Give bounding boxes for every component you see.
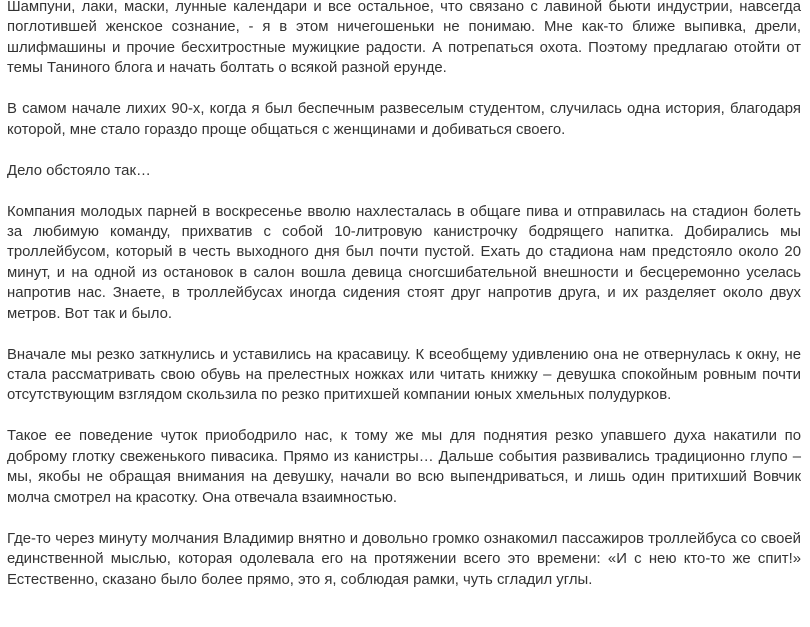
paragraph-story-start: В самом начале лихих 90-х, когда я был беспечным развеселым студентом, случилась одна история, благодаря которой, мне стало гораздо проще общаться с женщинами и добиваться своего. — [7, 101, 801, 138]
paragraph-behavior: Такое ее поведение чуток приободрило нас, к тому же мы для поднятия резко упавшего духа накатили по доброму глотку свеженького пивасика. Прямо из канистры… Дальше события развивались традиционно глупо – мы, якобы не обращая внимания на девушку, начали во всю выпендриваться, и лишь один притихший Вовчик молча смотрел на красотку. Она отвечала взаимностью. — [7, 428, 801, 506]
paragraph-trolleybus: Компания молодых парней в воскресенье вволю нахлесталась в общаге пива и отправилась на стадион болеть за любимую команду, прихватив с собой 10-литровую канистрочку бодрящего напитка. Добирались мы троллейбусом, который в честь выходного дня был почти пустой. Ехать до стадиона нам предстояло около 20 минут, и на одной из остановок в салон вошла девица сногсшибательной внешности и бесцеремонно уселась напротив нас. Знаете, в троллейбусах иногда сидения стоят друг напротив друга, и их разделяет около двух метров. Вот так и было. — [7, 203, 801, 322]
paragraph-beauty: Вначале мы резко заткнулись и уставились на красавицу. К всеобщему удивлению она не отвернулась к окну, не стала рассматривать свою обувь на прелестных ножках или читать книжку – девушка спокойным ровным почти отсутствующим взглядом скользила по резко притихшей компании юных хмельных полудурков. — [7, 346, 801, 404]
paragraph-transition: Дело обстояло так… — [7, 162, 151, 179]
paragraph-intro: Шампуни, лаки, маски, лунные календари и все остальное, что связано с лавиной бьюти индустрии, навсегда поглотившей женское сознание, - я в этом ничегошеньки не понимаю. Мне как-то ближе выпивка, дрели, шлифмашины и прочие бесхитростные мужицкие радости. А потрепаться охота. Поэтому предлагаю отойти от темы Таниного блога и начать болтать о всякой разной ерунде. — [7, 0, 801, 77]
paragraph-vovchik: Где-то через минуту молчания Владимир внятно и довольно громко ознакомил пассажиров троллейбуса со своей единственной мыслью, которая одолевала его на протяжении всего это времени: «И с нею кто-то же спит!» Естественно, сказано было более прямо, это я, соблюдая рамки, чуть сгладил углы. — [7, 530, 801, 588]
